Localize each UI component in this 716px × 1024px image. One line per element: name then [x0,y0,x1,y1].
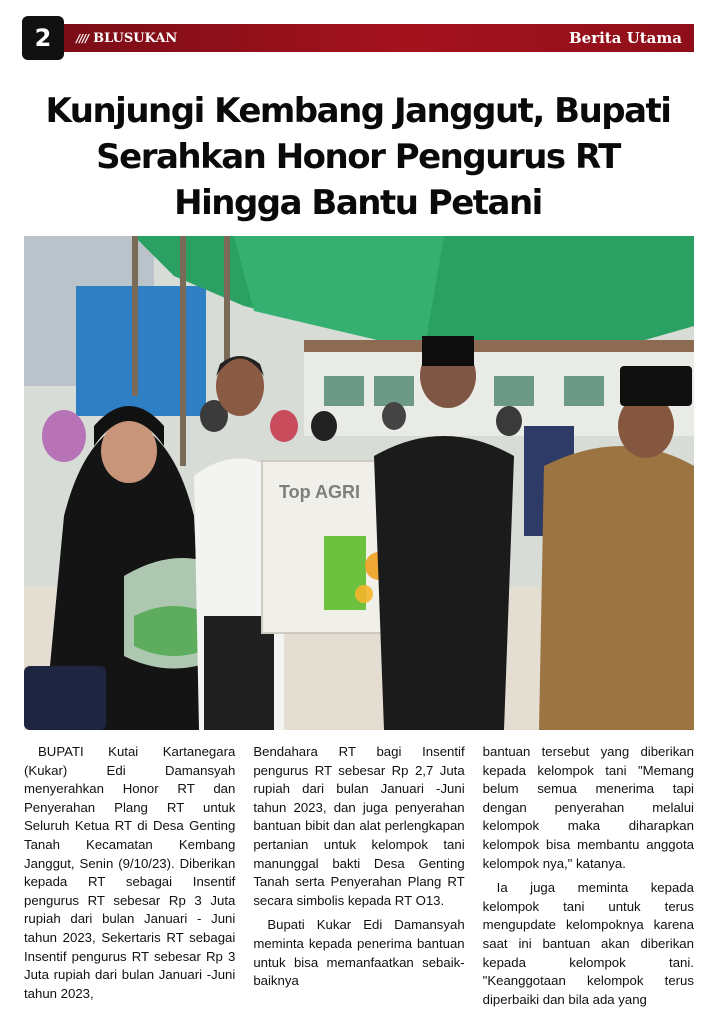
paragraph: BUPATI Kutai Kartanegara (Kukar) Edi Damansyah menyerahkan Honor RT dan Penyerahan Plang RT untuk Seluruh Ketua RT di Desa Genting Tanah Kecamatan Kembang Janggut, Senin (9/10/23). Diberikan kepada RT sebagai Insentif pengurus RT sebesar Rp 3 Juta rupiah dari bulan Januari - Juni tahun 2023, Sekertaris RT sebagai Insentif pengurus RT sebesar Rp 3 Juta rupiah dari bulan Januari -Juni tahun 2023, [24,744,236,1001]
section-label [76,31,177,46]
text-column-1 [24,743,235,1013]
text-column-3 [483,743,694,1013]
page-number-badge: 2 [22,16,64,60]
category-label: Berita Utama [568,29,682,47]
text-column-2 [253,743,464,1013]
paragraph: bantuan tersebut yang diberikan kepada kelompok tani "Memang belum semua menerima tapi dengan penyerahan melalui kelompok maka diharapkan kelompok bisa membantu anggota kelompok nya," katanya. [482,744,694,871]
paragraph: Bendahara RT bagi Insentif pengurus RT sebesar Rp 2,7 Juta rupiah dari bulan Januari -Juni tahun 2023, dan juga penyerahan bantuan bibit dan alat perlengkapan pertanian untuk kelompok tani manunggal bakti Desa Genting Tanah serta Penyerahan Plang RT secara simbolis kepada RT O13. [253,744,465,908]
headline-line-2: Serahkan Honor Pengurus RT [96,137,620,177]
article-photo [24,236,694,730]
article-body [24,743,694,1013]
section-name: BLUSUKAN [93,30,178,46]
paragraph: Ia juga meminta kepada kelompok tani untuk terus mengupdate kelompoknya karena saat ini bantuan akan diberikan kepada kelompok tani. "Keanggotaan kelompok terus diperbaiki dan bila ada yang [482,880,694,1007]
headline-line-1: Kunjungi Kembang Janggut, Bupati [45,91,671,131]
box-brand-label: Top AGRI [279,482,360,502]
headline-line-3: Hingga Bantu Petani [174,183,542,223]
paragraph: Bupati Kukar Edi Damansyah meminta kepada penerima bantuan untuk bisa memanfaatkan sebaik-baiknya [253,917,465,989]
section-header-bar [58,24,694,52]
section-mark-icon: //// [76,31,89,45]
headline [40,88,676,226]
